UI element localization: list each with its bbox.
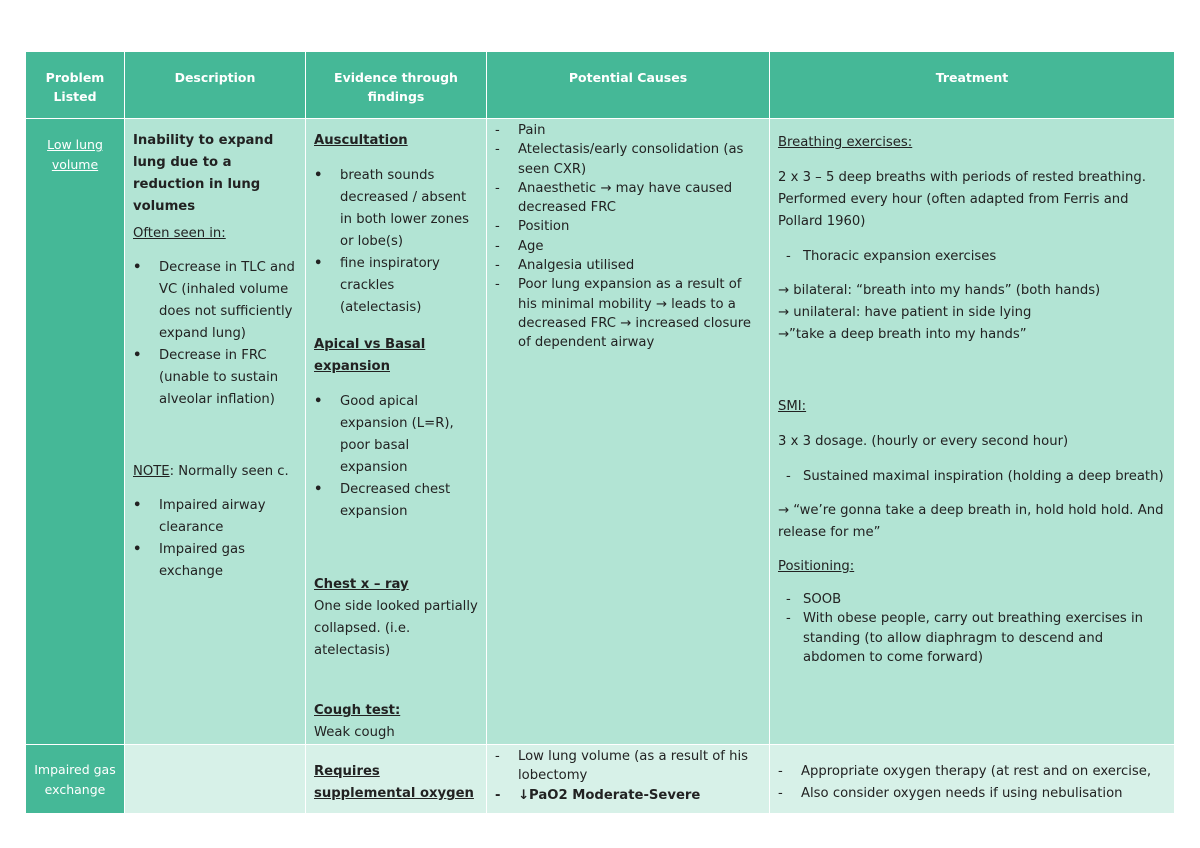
thoracic-list	[778, 246, 1166, 268]
problem-cell	[26, 745, 125, 814]
list-item: - Appropriate oxygen therapy (at rest and on exercise,	[770, 761, 1166, 783]
list-item: - Position	[487, 217, 763, 236]
list-item: - Analgesia utilised	[487, 256, 763, 275]
list-item: - Poor lung expansion as a result of his minimal mobility → leads to a decreased FRC → increased closure of dependent airway	[487, 275, 763, 352]
smi-list	[778, 466, 1166, 488]
positioning-list	[778, 590, 1166, 667]
breathing-text: 2 x 3 – 5 deep breaths with periods of rested breathing. Performed every hour (often adapted from Ferris and Pollard 1960)	[778, 170, 1146, 229]
breathing-label: Breathing exercises:	[778, 135, 913, 150]
treatment-list	[770, 761, 1166, 805]
causes-cell	[487, 119, 770, 745]
often-label: Often seen in:	[133, 226, 226, 241]
problem-text: Impaired gas exchange	[34, 762, 116, 797]
smi-arrow: → “we’re gonna take a deep breath in, hold hold hold. And release for me”	[778, 503, 1164, 540]
list-item: - Age	[487, 237, 763, 256]
header-description: Description	[125, 52, 306, 119]
causes-list	[487, 747, 763, 805]
list-item: - ↓PaO2 Moderate-Severe	[487, 786, 763, 805]
list-item: - Low lung volume (as a result of his lobectomy	[487, 747, 763, 786]
treatment-cell	[770, 119, 1175, 745]
description-title: Inability to expand lung due to a reduction in lung volumes	[133, 133, 274, 214]
header-row	[26, 52, 1175, 119]
list-item: - SOOB	[778, 590, 1166, 609]
table-row	[26, 119, 1175, 745]
header-problem: Problem Listed	[26, 52, 125, 119]
problem-cell	[26, 119, 125, 745]
note-list	[133, 495, 297, 583]
cough-label: Cough test:	[314, 703, 401, 718]
table-row	[26, 745, 1175, 814]
list-item: • breath sounds decreased / absent in both lower zones or lobe(s)	[314, 165, 478, 253]
list-item: • fine inspiratory crackles (atelectasis)	[314, 253, 478, 319]
note-line: NOTE: Normally seen c.	[133, 464, 289, 479]
list-item: - Anaesthetic → may have caused decreased FRC	[487, 179, 763, 218]
often-list	[133, 257, 297, 411]
apical-label: Apical vs Basal expansion	[314, 337, 426, 374]
list-item: • Impaired gas exchange	[133, 539, 297, 583]
cough-text: Weak cough	[314, 725, 395, 740]
evidence-cell	[306, 119, 487, 745]
header-treatment: Treatment	[770, 52, 1175, 119]
list-item: - Also consider oxygen needs if using nebulisation	[770, 783, 1166, 805]
header-evidence: Evidence through findings	[306, 52, 487, 119]
list-item: • Impaired airway clearance	[133, 495, 297, 539]
problem-link[interactable]: Low lung volume	[47, 137, 103, 172]
chest-label: Chest x – ray	[314, 577, 409, 592]
auscultation-list	[314, 165, 478, 319]
list-item: • Good apical expansion (L=R), poor basal expansion	[314, 391, 478, 479]
list-item: - Pain	[487, 121, 763, 140]
description-cell	[125, 119, 306, 745]
list-item: - Atelectasis/early consolidation (as seen CXR)	[487, 140, 763, 179]
arrow-line: → bilateral: “breath into my hands” (both hands)	[778, 283, 1101, 298]
auscultation-label: Auscultation	[314, 133, 408, 148]
problem-table	[25, 51, 1175, 814]
smi-dosage: 3 x 3 dosage. (hourly or every second hour)	[778, 434, 1069, 449]
causes-cell	[487, 745, 770, 814]
list-item: - Sustained maximal inspiration (holding a deep breath)	[778, 466, 1166, 488]
apical-list	[314, 391, 478, 523]
supplemental-label: Requires supplemental oxygen	[314, 764, 474, 801]
header-causes: Potential Causes	[487, 52, 770, 119]
positioning-label: Positioning:	[778, 559, 855, 574]
arrow-line: → unilateral: have patient in side lying	[778, 305, 1032, 320]
list-item: • Decreased chest expansion	[314, 479, 478, 523]
list-item: - With obese people, carry out breathing exercises in standing (to allow diaphragm to descend and abdomen to come forward)	[778, 609, 1166, 667]
treatment-cell	[770, 745, 1175, 814]
arrow-line: →”take a deep breath into my hands”	[778, 327, 1027, 342]
smi-label: SMI:	[778, 399, 807, 414]
evidence-cell	[306, 745, 487, 814]
description-cell	[125, 745, 306, 814]
list-item: • Decrease in TLC and VC (inhaled volume does not sufficiently expand lung)	[133, 257, 297, 345]
list-item: • Decrease in FRC (unable to sustain alveolar inflation)	[133, 345, 297, 411]
list-item: - Thoracic expansion exercises	[778, 246, 1166, 268]
causes-list	[487, 121, 763, 353]
chest-text: One side looked partially collapsed. (i.e. atelectasis)	[314, 599, 478, 658]
